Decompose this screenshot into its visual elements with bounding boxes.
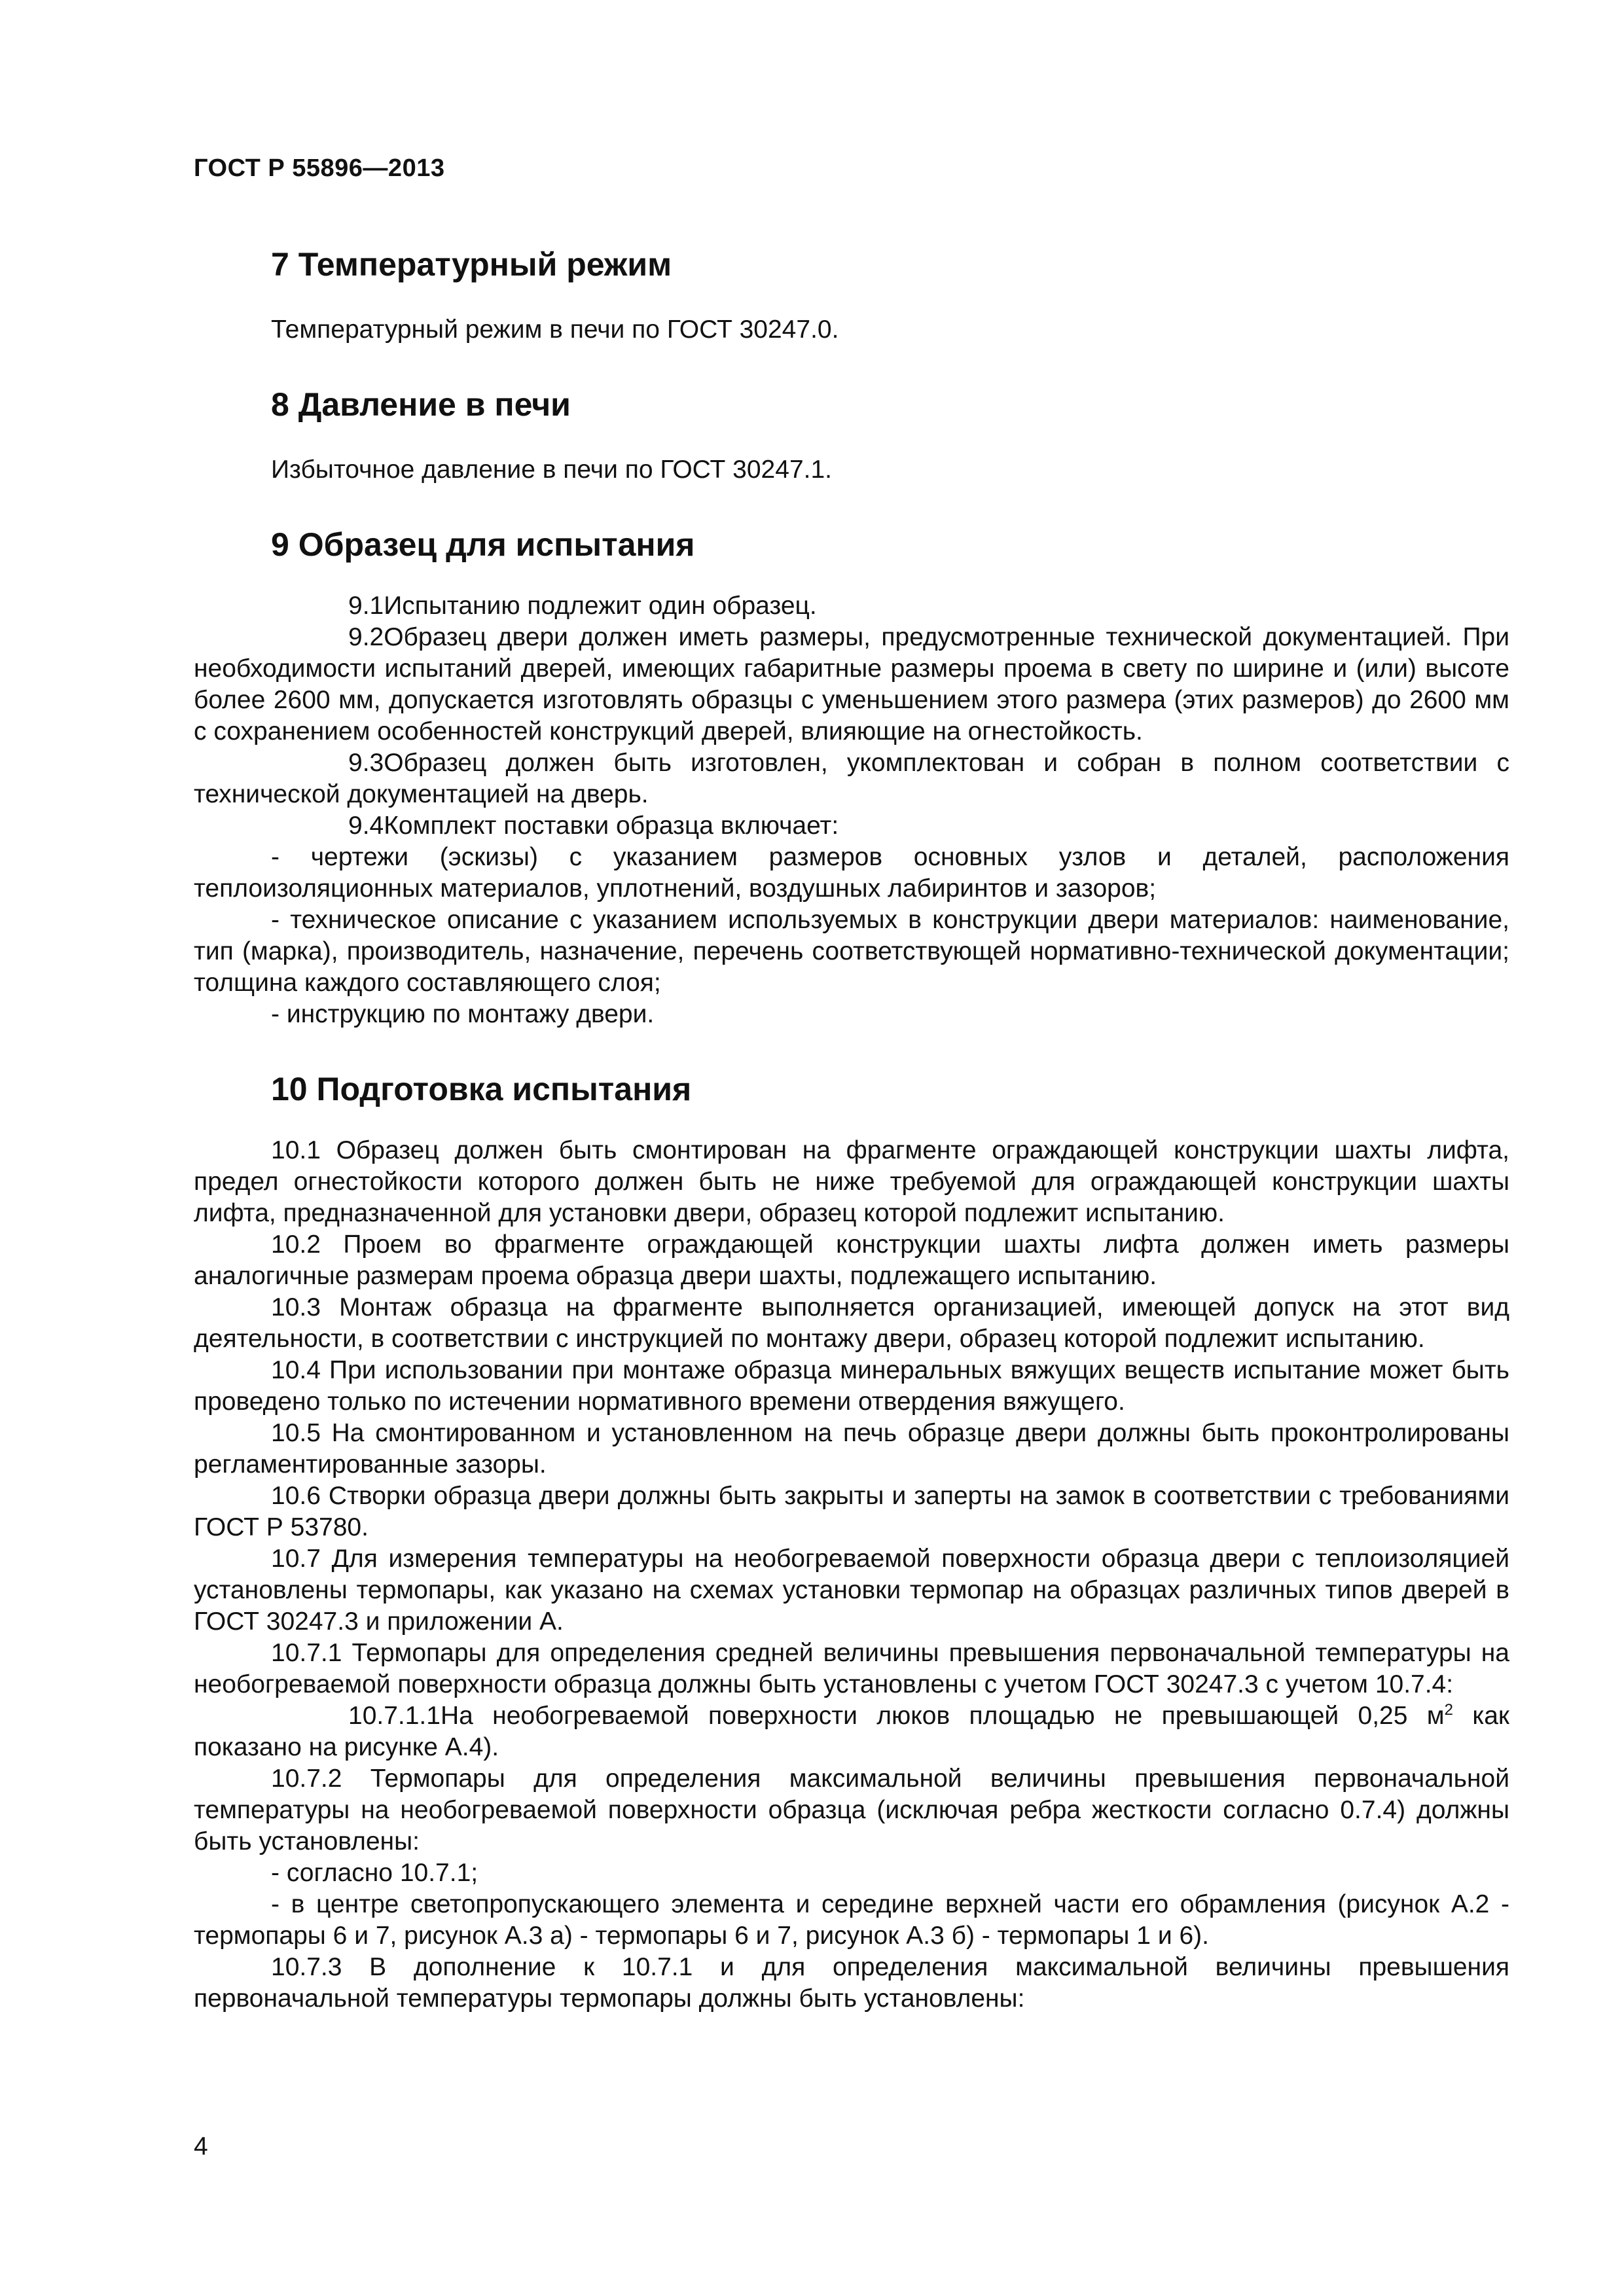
section-10-body (194, 1135, 1509, 2015)
list-item: - техническое описание с указанием используемых в конструкции двери материалов: наименование, тип (марка), производитель, назначение, перечень соответствующей нормативно-технической документации; толщина каждого составляющего слоя; (194, 906, 1509, 997)
list-item: - инструкцию по монтажу двери. (271, 1000, 655, 1028)
paragraph-9-2 (194, 622, 1509, 747)
section-7-heading: 7 Температурный режим (271, 246, 672, 283)
paragraph-10-2: 10.2 Проем во фрагменте ограждающей конструкции шахты лифта должен иметь размеры аналогичные размерам проема образца двери шахты, подлежащего испытанию. (194, 1230, 1509, 1290)
section-10-heading: 10 Подготовка испытания (271, 1071, 692, 1107)
paragraph-9-1 (194, 590, 1509, 622)
section-8-text: Избыточное давление в печи по ГОСТ 30247.1. (271, 456, 832, 484)
clause-text-continued: как показано на рисунке А.4). (194, 1702, 1509, 1761)
page-number: 4 (194, 2132, 208, 2161)
paragraph-10-6: 10.6 Створки образца двери должны быть закрыты и заперты на замок в соответствии с требованиями ГОСТ Р 53780. (194, 1482, 1509, 1541)
section-9-heading: 9 Образец для испытания (271, 526, 695, 563)
list-item: - согласно 10.7.1; (271, 1859, 478, 1887)
paragraph-9-3 (194, 747, 1509, 810)
section-8-heading: 8 Давление в печи (271, 386, 571, 423)
paragraph-10-7-2: 10.7.2 Термопары для определения максимальной величины превышения первоначальной температуры на необогреваемой поверхности образца (исключая ребра жесткости согласно 0.7.4) должны быть установлены: (194, 1765, 1509, 1856)
paragraph-10-3: 10.3 Монтаж образца на фрагменте выполняется организацией, имеющей допуск на этот вид деятельности, в соответствии с инструкцией по монтажу двери, образец которой подлежит испытанию. (194, 1293, 1509, 1353)
superscript: 2 (1444, 1701, 1453, 1719)
paragraph-10-5: 10.5 На смонтированном и установленном на печь образце двери должны быть проконтролированы регламентированные зазоры. (194, 1419, 1509, 1479)
paragraph-10-7-1-1 (194, 1700, 1509, 1763)
list-item: - чертежи (эскизы) с указанием размеров основных узлов и деталей, расположения теплоизоляционных материалов, уплотнений, воздушных лабиринтов и зазоров; (194, 843, 1509, 903)
clause-number: 10.7.1.1 (348, 1702, 441, 1730)
page-content (194, 243, 1509, 2015)
paragraph-10-7-1: 10.7.1 Термопары для определения средней величины превышения первоначальной температуры на необогреваемой поверхности образца должны быть установлены с учетом ГОСТ 30247.3 с учетом 10.7.4: (194, 1639, 1509, 1698)
section-9-body (194, 590, 1509, 1030)
paragraph-10-7: 10.7 Для измерения температуры на необогреваемой поверхности образца двери с теплоизоляцией установлены термопары, как указано на схемах установки термопар на образцах различных типов дверей в ГОСТ 30247.3 и приложении А. (194, 1545, 1509, 1636)
list-item: - в центре светопропускающего элемента и середине верхней части его обрамления (рисунок А.2 - термопары 6 и 7, рисунок А.3 а) - термопары 6 и 7, рисунок А.3 б) - термопары 1 и 6). (194, 1890, 1509, 1950)
clause-number: 9.1 (348, 592, 384, 620)
paragraph-9-4 (194, 810, 1509, 842)
clause-text: Испытанию подлежит один образец. (384, 592, 817, 620)
clause-number: 9.2 (348, 623, 384, 651)
clause-number: 9.4 (348, 812, 384, 840)
paragraph-10-1: 10.1 Образец должен быть смонтирован на фрагменте ограждающей конструкции шахты лифта, предел огнестойкости которого должен быть не ниже требуемой для ограждающей конструкции шахты лифта, предназначенной для установки двери, образец которой подлежит испытанию. (194, 1136, 1509, 1227)
clause-text: На необогреваемой поверхности люков площадью не превышающей 0,25 м (440, 1702, 1445, 1730)
clause-number: 9.3 (348, 749, 384, 777)
document-id-header: ГОСТ Р 55896—2013 (194, 154, 445, 182)
clause-text: Образец должен быть изготовлен, укомплектован и собран в полном соответствии с технической документацией на дверь. (194, 749, 1509, 808)
section-7-text: Температурный режим в печи по ГОСТ 30247.0. (271, 315, 839, 344)
clause-text: Образец двери должен иметь размеры, предусмотренные технической документацией. При необходимости испытаний дверей, имеющих габаритные размеры проема в свету по ширине и (или) высоте более 2600 мм, допускается изготовлять образцы с уменьшением этого размера (этих размеров) до 2600 мм с сохранением особенностей конструкций дверей, влияющие на огнестойкость. (194, 623, 1509, 745)
clause-text: Комплект поставки образца включает: (384, 812, 839, 840)
paragraph-10-7-3: 10.7.3 В дополнение к 10.7.1 и для определения максимальной величины превышения первоначальной температуры термопары должны быть установлены: (194, 1953, 1509, 2013)
paragraph-10-4: 10.4 При использовании при монтаже образца минеральных вяжущих веществ испытание может быть проведено только по истечении нормативного времени отвердения вяжущего. (194, 1356, 1509, 1416)
